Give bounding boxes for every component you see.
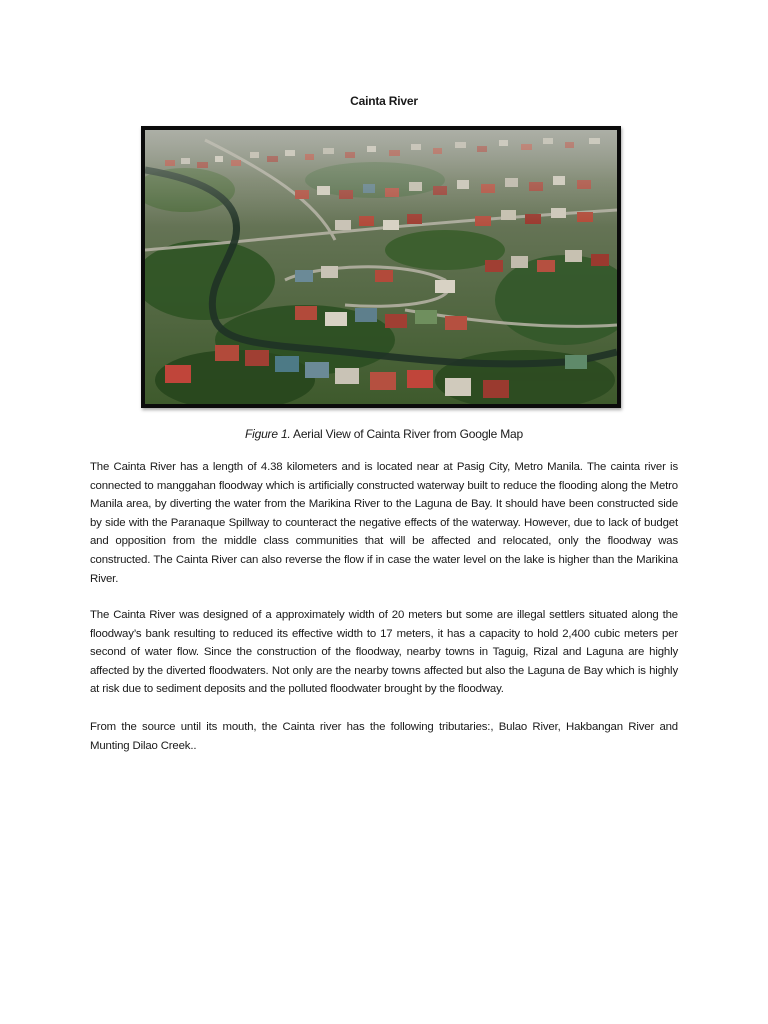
paragraph-2: The Cainta River was designed of a approximately width of 20 meters but some are illegal settlers situated along the floodway’s bank resulting to reduced its effective width to 17 meters, it has a capacity to hold 2,400 cubic meters per second of water flow. Since the construction of the floodway, nearby towns in Taguig, Rizal and Laguna are highly affected by the diverted floodwaters. Not only are the nearby towns affected but also the Laguna de Bay which is highly at risk due to sediment deposits and the polluted floodwater brought by the floodway. [90, 609, 678, 696]
figure-label: Figure 1. [245, 427, 291, 441]
figure-caption [0, 427, 768, 441]
aerial-photo-figure [141, 126, 621, 408]
aerial-view-image [145, 130, 617, 404]
paragraph-1: The Cainta River has a length of 4.38 kilometers and is located near at Pasig City, Metro Manila. The cainta river is connected to manggahan floodway which is artificially constructed waterway built to reduce the flooding along the Metro Manila area, by diverting the water from the Marikina River to the Laguna de Bay. It should have been constructed side by side with the Paranaque Spillway to counteract the negative effects of the waterway. However, due to lack of budget and opposition from the middle class communities that will be affected and relocated, only the floodway was constructed. The Cainta River can also reverse the flow if in case the water level on the lake is higher than the Marikina River. [90, 461, 678, 585]
document-title: Cainta River [350, 94, 418, 108]
paragraph-3: From the source until its mouth, the Cainta river has the following tributaries:, Bulao River, Hakbangan River and Munting Dilao Creek.. [90, 721, 678, 752]
figure-caption-text: Aerial View of Cainta River from Google Map [290, 427, 523, 441]
